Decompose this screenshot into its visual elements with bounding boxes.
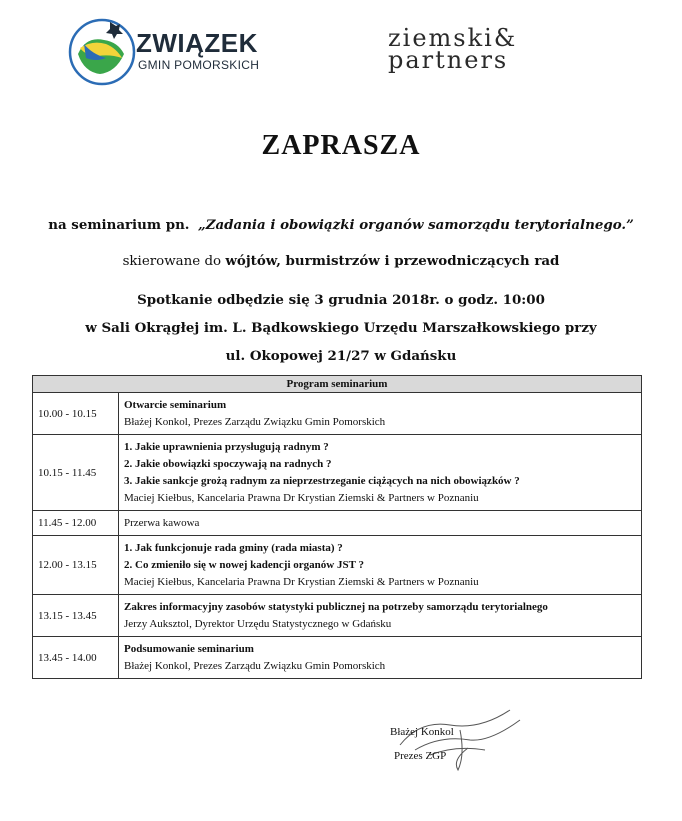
program-row bbox=[33, 393, 642, 435]
program-row bbox=[33, 435, 642, 511]
program-line: Jerzy Auksztol, Dyrektor Urzędu Statystycznego w Gdańsku bbox=[124, 618, 392, 630]
meeting-line-3: ul. Okopowej 21/27 w Gdańsku bbox=[225, 348, 457, 364]
program-line: 2. Co zmieniło się w nowej kadencji organów JST ? bbox=[124, 559, 364, 571]
program-time: 13.45 - 14.00 bbox=[33, 637, 119, 679]
program-description bbox=[119, 595, 642, 637]
ziemski-logo-line2: partners bbox=[388, 46, 509, 74]
handwritten-signature-icon bbox=[360, 700, 530, 780]
program-time: 10.00 - 10.15 bbox=[33, 393, 119, 435]
program-description bbox=[119, 393, 642, 435]
program-description bbox=[119, 536, 642, 595]
ziemski-logo-line1: ziemski& bbox=[388, 24, 518, 52]
meeting-line-2: w Sali Okrągłej im. L. Bądkowskiego Urzędu Marszałkowskiego przy bbox=[85, 320, 597, 336]
program-header: Program seminarium bbox=[33, 376, 642, 393]
audience-bold: wójtów, burmistrzów i przewodniczących rad bbox=[225, 253, 560, 269]
program-line: Błażej Konkol, Prezes Zarządu Związku Gmin Pomorskich bbox=[124, 660, 386, 672]
seminar-title: „Zadania i obowiązki organów samorządu terytorialnego.” bbox=[198, 217, 634, 233]
program-description bbox=[119, 637, 642, 679]
meeting-line-1: Spotkanie odbędzie się 3 grudnia 2018r. o godz. 10:00 bbox=[137, 292, 545, 308]
program-header-row bbox=[33, 376, 642, 393]
program-description bbox=[119, 435, 642, 511]
program-line: Błażej Konkol, Prezes Zarządu Związku Gmin Pomorskich bbox=[124, 416, 386, 428]
page-heading: ZAPRASZA bbox=[261, 130, 421, 161]
seminar-intro bbox=[0, 217, 682, 233]
zgp-emblem-icon bbox=[66, 14, 138, 86]
program-row bbox=[33, 536, 642, 595]
program-time: 13.15 - 13.45 bbox=[33, 595, 119, 637]
program-row bbox=[33, 637, 642, 679]
program-line: Zakres informacyjny zasobów statystyki publicznej na potrzeby samorządu terytorialnego bbox=[124, 601, 548, 613]
program-line: Maciej Kiełbus, Kancelaria Prawna Dr Krystian Ziemski & Partners w Poznaniu bbox=[124, 576, 479, 588]
signature-area bbox=[360, 700, 530, 780]
program-row bbox=[33, 511, 642, 536]
zgp-logo-subtitle: GMIN POMORSKICH bbox=[138, 58, 260, 72]
program-time: 11.45 - 12.00 bbox=[33, 511, 119, 536]
audience-line bbox=[0, 253, 682, 269]
program-table bbox=[32, 375, 642, 679]
program-line: Otwarcie seminarium bbox=[124, 399, 227, 411]
zgp-logo-title: ZWIĄZEK bbox=[136, 28, 258, 58]
program-description bbox=[119, 511, 642, 536]
program-time: 12.00 - 13.15 bbox=[33, 536, 119, 595]
program-line: 3. Jakie sankcje grożą radnym za nieprzestrzeganie ciążących na nich obowiązków ? bbox=[124, 475, 520, 487]
program-line: Przerwa kawowa bbox=[124, 517, 200, 529]
program-body bbox=[33, 393, 642, 679]
program-time: 10.15 - 11.45 bbox=[33, 435, 119, 511]
program-line: 2. Jakie obowiązki spoczywają na radnych ? bbox=[124, 458, 332, 470]
intro-prefix: na seminarium pn. bbox=[48, 217, 190, 233]
program-line: Maciej Kiełbus, Kancelaria Prawna Dr Krystian Ziemski & Partners w Poznaniu bbox=[124, 492, 479, 504]
program-row bbox=[33, 595, 642, 637]
signature-name: Błażej Konkol bbox=[390, 726, 454, 738]
audience-prefix: skierowane do bbox=[122, 254, 222, 269]
program-line: 1. Jak funkcjonuje rada gminy (rada miasta) ? bbox=[124, 542, 343, 554]
ziemski-partners-logo bbox=[388, 24, 568, 74]
program-line: 1. Jakie uprawnienia przysługują radnym ? bbox=[124, 441, 329, 453]
signature-role: Prezes ZGP bbox=[394, 750, 447, 762]
zgp-logo bbox=[66, 14, 276, 94]
program-line: Podsumowanie seminarium bbox=[124, 643, 254, 655]
